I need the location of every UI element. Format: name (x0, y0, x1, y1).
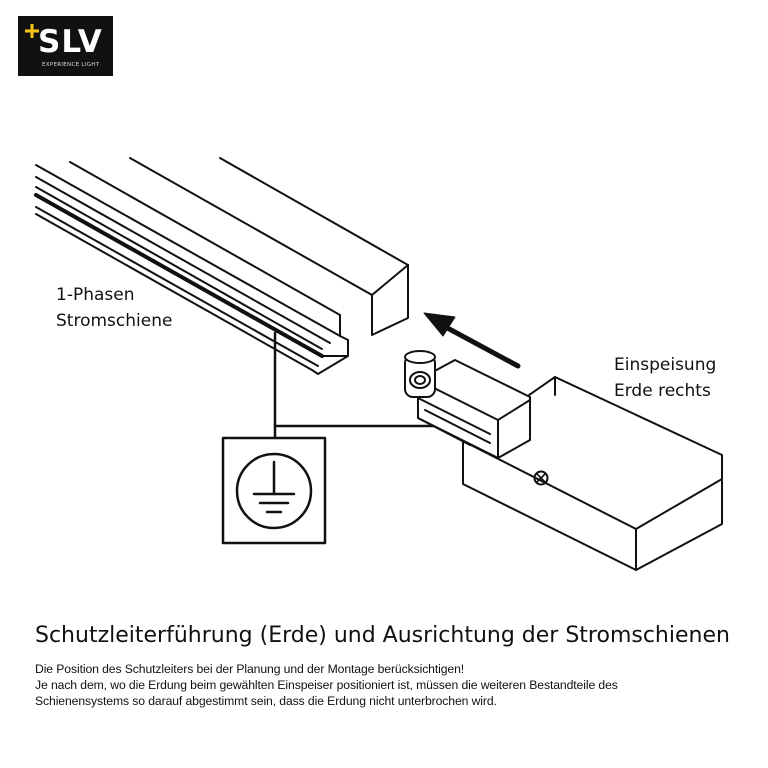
caption-description (35, 661, 755, 709)
caption-line-3: Schienensystems so darauf abgestimmt sein, dass die Erdung nicht unterbrochen wird. (35, 694, 497, 708)
logo-tagline: EXPERIENCE LIGHT (42, 62, 100, 68)
caption-line-2: Je nach dem, wo die Erdung beim gewählten Einspeiser positioniert ist, müssen die weiteren Bestandteile des (35, 678, 618, 692)
feed-label-line-2: Erde rechts (614, 381, 711, 401)
feed-label-line-1: Einspeisung (614, 355, 717, 375)
feed-label (614, 352, 716, 404)
rail-label-line-1: 1-Phasen (56, 285, 135, 305)
protective-earth-icon (223, 438, 325, 543)
caption-line-1: Die Position des Schutzleiters bei der Planung und der Montage berücksichtigen! (35, 662, 465, 676)
rail-label (56, 282, 172, 334)
arrow-up-left-icon (424, 313, 518, 366)
rail-profile (36, 165, 348, 374)
logo-text: SLV (38, 24, 103, 60)
caption-title: Schutzleiterführung (Erde) und Ausrichtung der Stromschienen (35, 623, 730, 648)
rail-label-line-2: Stromschiene (56, 311, 173, 331)
